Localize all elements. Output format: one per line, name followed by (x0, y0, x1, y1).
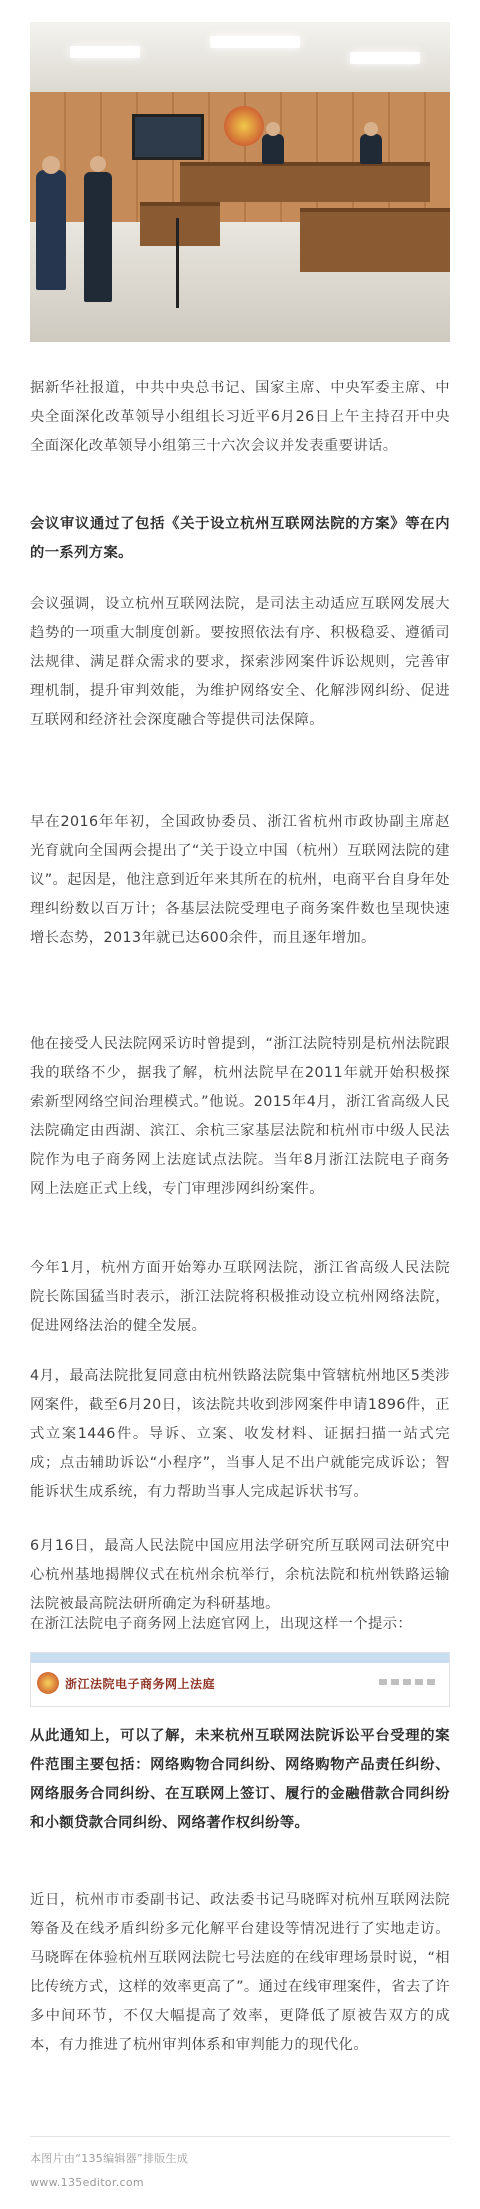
paragraph-9: 在浙江法院电子商务网上法庭官网上，出现这样一个提示： (30, 1616, 413, 1632)
website-top-bar (31, 1653, 449, 1663)
paragraph-3: 会议强调，设立杭州互联网法院，是司法主动适应互联网发展大趋势的一项重大制度创新。要按照依法有序、积极稳妥、遵循司法规律、满足群众需求的要求，探索涉网案件诉讼规则，完善审理机制，提升审判效能，为维护网络安全、化解涉网纠纷、促进互联网和经济社会深度融合等提供司法保障。 (30, 596, 450, 728)
website-nav (379, 1679, 439, 1685)
website-title: 浙江法院电子商务网上法庭 (65, 1676, 216, 1691)
photo-ceiling-light (350, 52, 420, 64)
paragraph-8: 6月16日，最高人民法院中国应用法学研究所互联网司法研究中心杭州基地揭牌仪式在杭州余杭举行，余杭法院和杭州铁路运输法院被最高院法研所确定为科研基地。 (30, 1538, 450, 1612)
photo-judge-head (266, 122, 280, 136)
photo-microphone-stand (176, 218, 179, 308)
photo-judge (360, 134, 382, 164)
photo-ceiling-light (210, 36, 300, 48)
photo-officer-head (42, 156, 60, 174)
photo-police-officer (36, 170, 66, 290)
footer-credit: 本图片由“135编辑器”排版生成 (30, 2152, 189, 2165)
court-seal-icon (37, 1672, 59, 1694)
paragraph-1: 据新华社报道，中共中央总书记、国家主席、中央军委主席、中央全面深化改革领导小组组长习近平6月26日上午主持召开中央全面深化改革领导小组第三十六次会议并发表重要讲话。 (30, 380, 450, 454)
photo-judge (262, 134, 284, 164)
photo-monitor (132, 114, 204, 160)
paragraph-10: 从此通知上，可以了解，未来杭州互联网法院诉讼平台受理的案件范围主要包括：网络购物合同纠纷、网络购物产品责任纠纷、网络服务合同纠纷、在互联网上签订、履行的金融借款合同纠纷和小额贷款合同纠纷、网络著作权纠纷等。 (30, 1728, 450, 1831)
footer-divider (30, 2136, 450, 2137)
courtroom-photo (30, 22, 450, 342)
paragraph-4: 早在2016年年初，全国政协委员、浙江省杭州市政协副主席赵光育就向全国两会提出了“关于设立中国（杭州）互联网法院的建议”。起因是，他注意到近年来其所在的杭州，电商平台自身年处理纠纷数以百万计；各基层法院受理电子商务案件数也呈现快速增长态势，2013年就已达600余件，而且逐年增加。 (30, 814, 450, 946)
paragraph-11: 近日，杭州市市委副书记、政法委书记马晓晖对杭州互联网法院筹备及在线矛盾纠纷多元化解平台建设等情况进行了实地走访。马晓晖在体验杭州互联网法院七号法庭的在线审理场景时说，“相比传统方式，这样的效率更高了”。通过在线审理案件，省去了许多中间环节，不仅大幅提高了效率，更降低了原被告双方的成本，有力推进了杭州审判体系和审判能力的现代化。 (30, 1892, 450, 2053)
photo-judge-head (364, 122, 378, 136)
paragraph-5: 他在接受人民法院网采访时曾提到，“浙江法院特别是杭州法院跟我的联络不少，据我了解，杭州法院早在2011年就开始积极探索新型网络空间治理模式。”他说。2015年4月，浙江省高级人民法院确定由西湖、滨江、余杭三家基层法院和杭州市中级人民法院作为电子商务网上法庭试点法院。当年8月浙江法院电子商务网上法庭正式上线，专门审理涉网纠纷案件。 (30, 1036, 450, 1197)
paragraph-6: 今年1月，杭州方面开始筹办互联网法院，浙江省高级人民法院院长陈国猛当时表示，浙江法院将积极推动设立杭州网络法院，促进网络法治的健全发展。 (30, 1260, 450, 1334)
paragraph-2: 会议审议通过了包括《关于设立杭州互联网法院的方案》等在内的一系列方案。 (30, 516, 450, 561)
photo-defendant (84, 172, 112, 302)
photo-ceiling-light (70, 46, 140, 58)
website-logo-row (37, 1669, 223, 1697)
footer-url[interactable]: www.135editor.com (30, 2176, 144, 2189)
photo-clerk-desk (140, 202, 220, 246)
photo-defendant-head (90, 156, 106, 172)
photo-side-desk (300, 208, 450, 272)
court-website-screenshot (30, 1652, 450, 1707)
photo-judge-bench (180, 162, 430, 202)
paragraph-7: 4月，最高法院批复同意由杭州铁路法院集中管辖杭州地区5类涉网案件，截至6月20日，该法院共收到涉网案件申请1896件，正式立案1446件。导诉、立案、收发材料、证据扫描一站式完成；点击辅助诉讼“小程序”，当事人足不出户就能完成诉讼；智能诉状生成系统，有力帮助当事人完成起诉状书写。 (30, 1368, 450, 1500)
photo-national-emblem (224, 106, 264, 146)
